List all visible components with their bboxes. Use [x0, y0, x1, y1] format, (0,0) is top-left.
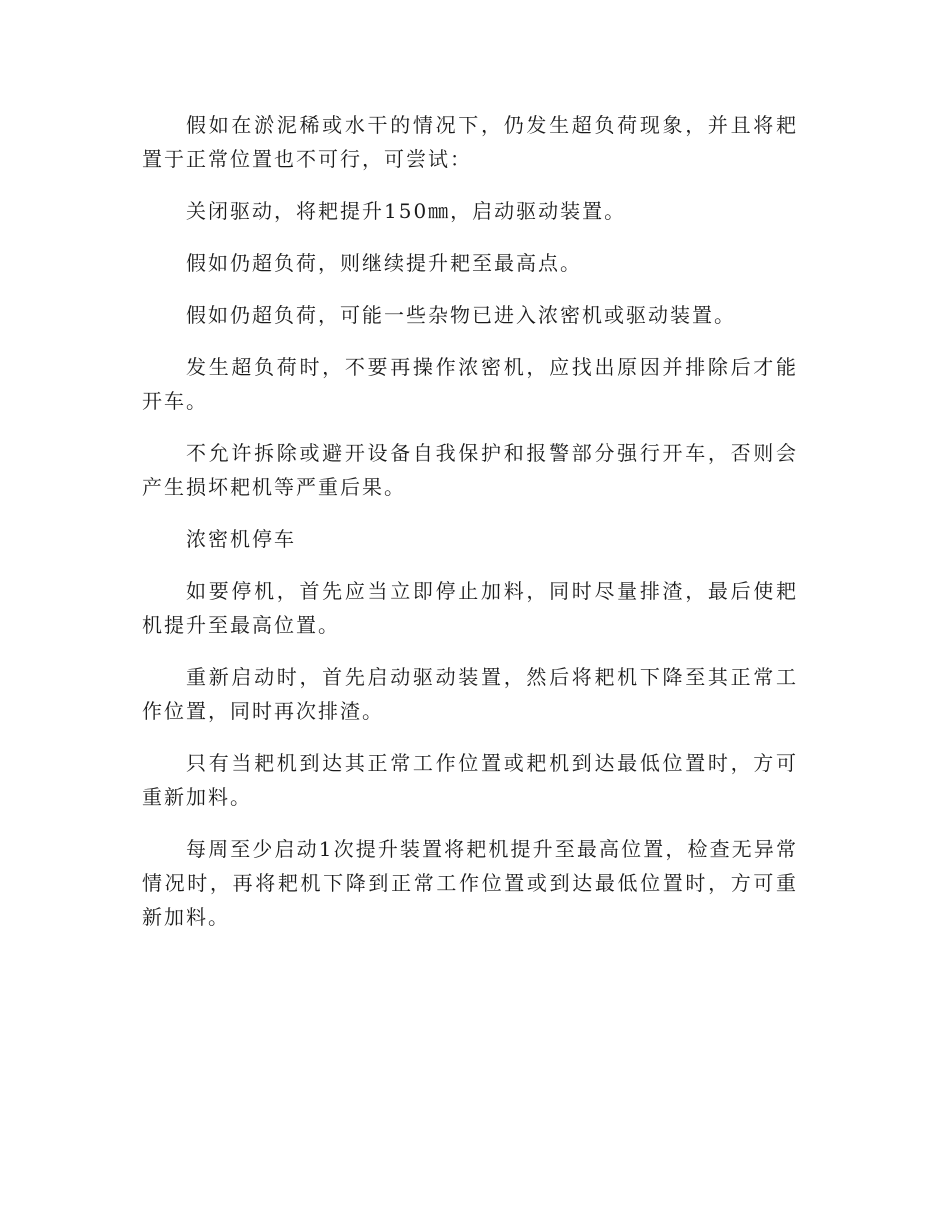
paragraph-no-bypass: 不允许拆除或避开设备自我保护和报警部分强行开车，否则会产生损坏耙机等严重后果。 — [142, 441, 798, 499]
paragraph-shutdown-procedure: 如要停机，首先应当立即停止加料，同时尽量排渣，最后使耙机提升至最高位置。 — [142, 579, 798, 637]
paragraph-weekly-check: 每周至少启动1次提升装置将耙机提升至最高位置，检查无异常情况时，再将耙机下降到正常工作位置或到达最低位置时，方可重新加料。 — [142, 837, 798, 929]
paragraph-refeed-condition: 只有当耙机到达其正常工作位置或耙机到达最低位置时，方可重新加料。 — [142, 751, 798, 809]
paragraph-overload-condition: 假如在淤泥稀或水干的情况下，仍发生超负荷现象，并且将耙置于正常位置也不可行，可尝试： — [142, 113, 798, 171]
paragraph-stop-operation: 发生超负荷时，不要再操作浓密机，应找出原因并排除后才能开车。 — [142, 355, 798, 413]
paragraph-continue-raise: 假如仍超负荷，则继续提升耙至最高点。 — [186, 251, 582, 275]
paragraph-raise-rake: 关闭驱动，将耙提升150㎜，启动驱动装置。 — [186, 199, 627, 223]
paragraph-debris: 假如仍超负荷，可能一些杂物已进入浓密机或驱动装置。 — [186, 303, 736, 327]
section-heading-shutdown: 浓密机停车 — [186, 527, 296, 551]
paragraph-restart-procedure: 重新启动时，首先启动驱动装置，然后将耙机下降至其正常工作位置，同时再次排渣。 — [142, 665, 798, 723]
document-body — [142, 108, 798, 952]
